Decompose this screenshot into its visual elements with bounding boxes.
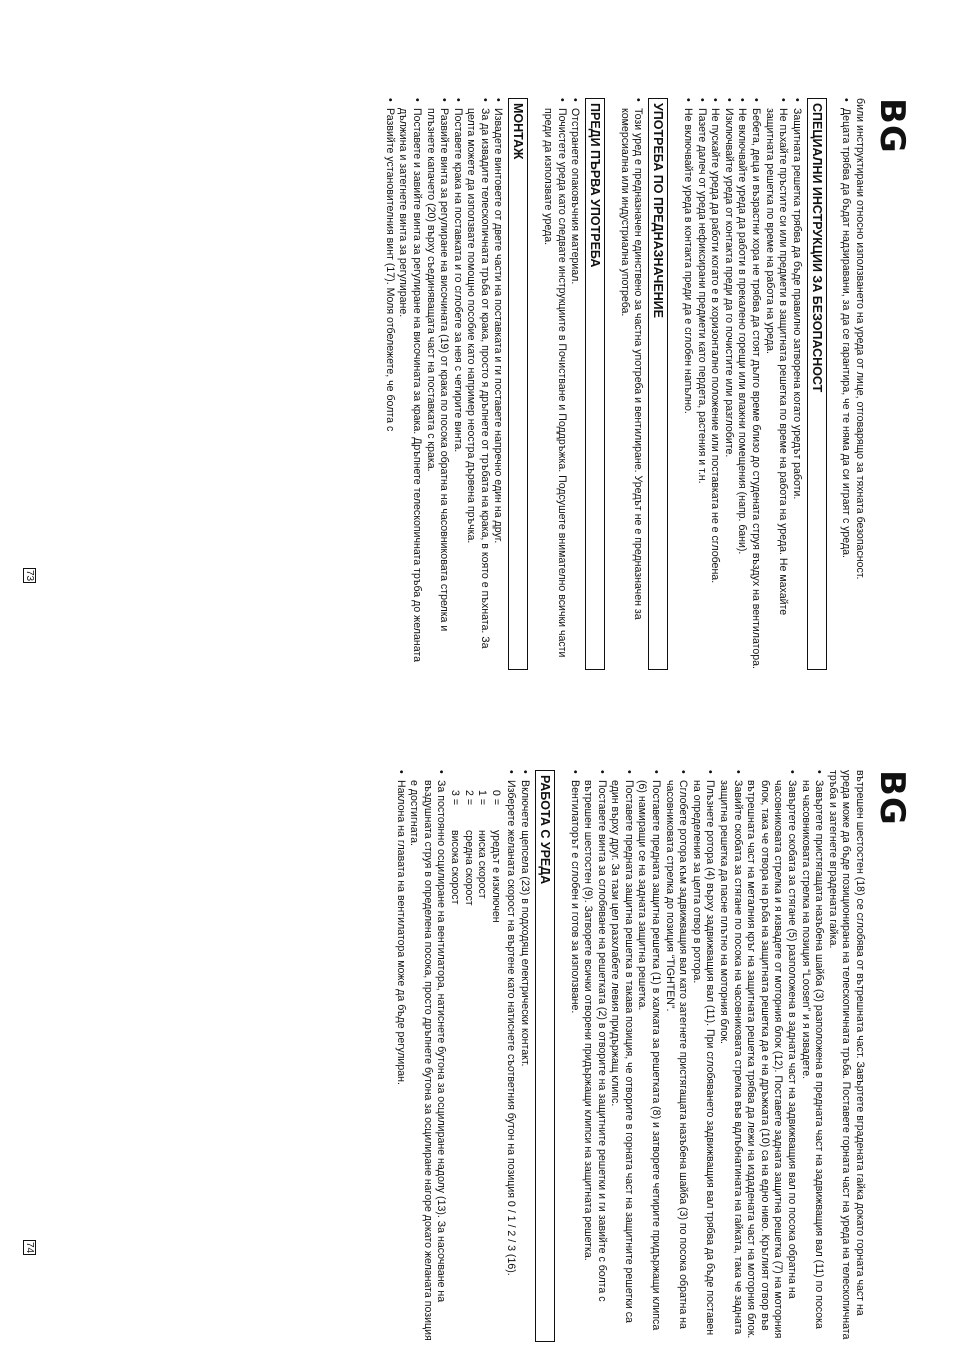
before-first-use-list xyxy=(541,98,582,670)
speed-key: 2 = xyxy=(462,790,475,806)
speed-key: 1 = xyxy=(476,790,489,806)
list-item: • Пазете далеч от уреда нефиксирани предмети като пердета, растения и т.н. xyxy=(694,98,708,670)
list-item: • Този уред е предназначен единствено за частна употреба и вентилиране. Уредът не е предназначен за комерсиална или индустриална употреба. xyxy=(617,98,644,670)
list-item: • Поставете винта за сглобяване на решетката (2) в отворите на защитните решетки и ги завийте с болта с вътрешен шестостен (9). Затворете всички отворени придържащи клипси на защитната решетка. xyxy=(581,770,608,1342)
section-heading-intended-use: УПОТРЕБА ПО ПРЕДНАЗНАЧЕНИЕ xyxy=(648,98,668,670)
list-item: • Поставете предната защитна решетка (1) в халката за решетката (8) и затворете четирите придържащи клипса (6) намиращи се на задната защитна решетка. xyxy=(635,770,662,1342)
page-73 xyxy=(24,98,912,670)
section-heading-before-first-use: ПРЕДИ ПЪРВА УПОТРЕБА xyxy=(585,98,605,670)
page-74-content xyxy=(393,770,866,1342)
list-item: • Не пускайте уреда да работи когато е в хоризонтално положение или поставката не е сглобена. xyxy=(708,98,722,670)
list-item: • Завъртете пристягащата назъбена шайба (3) разположена в предната част на задвижващия вал (11) по посока на часовниковата стрелка на позиция “Loosen” и я извадете. xyxy=(798,770,825,1342)
speed-row xyxy=(447,790,461,1342)
speed-row xyxy=(461,790,475,1342)
intro-list xyxy=(839,98,853,670)
list-item: • Защитната решетка трябва да бъде правилно затворена когато уредът работи. xyxy=(789,98,803,670)
list-item: • Бебета, деца и възрастни хора не трябва да стоят дълго време близо до студената струя въздух на вентилатора. xyxy=(748,98,762,670)
list-item: • Завъртете скобата за стягане (5) разположена в задната част на задвижващия вал по посока обратна на часовниковата стрелка и я извадете от моторния блок (12). Поставете задната защитна решетка (7) на моторния блок, така че отвора на ръба на защитната решетка да е на дръжката (10) са на едно ниво. Кръглият отвор във вътрешната част на металния кръг на защитната решетка трябва да лежи на издадената част на моторния блок. xyxy=(744,770,798,1342)
list-item: • Извадете винтовете от двете части на поставката и ги поставете напречно един на друг. xyxy=(491,98,505,670)
list-item: • Включете щепсела (23) в подходящ електрически контакт. xyxy=(517,770,531,1342)
list-item: • Не пъхайте пръстите си или предмети в защитната решетка по време на работа на уреда. Не махайте защитната решетка по време на работа на уреда. xyxy=(762,98,789,670)
operation-list-continued xyxy=(393,770,447,1342)
list-item: • Завийте скобата за стягане по посока на часовниковата стрелка във вдлъбнатината на гайката, така че задната защитна решетка да пасне плътно на моторния блок. xyxy=(716,770,743,1342)
page-73-content xyxy=(382,98,866,670)
speed-key: 0 = xyxy=(489,790,502,806)
page-number: 74 xyxy=(24,1242,35,1254)
list-item: • Поставете и завийте винта за регулиране на височината за крака. Дръпнете телескопичната тръба до желаната дължина и затегнете винта за регулиране. xyxy=(396,98,423,670)
list-item: • Сглобете ротора към задвижващия вал като затегнете пристягащата назъбена шайба (3) по посока обратна на часовниковата стрелка до позиция “TIGHTEN”. xyxy=(662,770,689,1342)
list-item: • Изберете желаната скорост на въртене като натиснете съответния бутон на позиция 0 / 1 / 2 / 3 (16). xyxy=(504,770,518,1342)
list-item: • Наклона на главата на вентилатора може да бъде регулиран. xyxy=(393,770,407,1342)
intro-text: вътрешен шестостен (18) се сглобява от вътрешната част. Завъртете вградената гайка докато горната част на уреда може да бъде позиционирана на телескопичната тръба. Поставете горната част на уреда на телескопичната тръба и затегнете вградената гайка. xyxy=(826,770,866,1340)
page-74 xyxy=(24,770,912,1342)
speed-label: висока скорост xyxy=(448,830,461,905)
safety-list xyxy=(680,98,802,670)
list-item: • Развийте винта за регулиране на височината (19) от крака по посока обратна на часовниковата стрелка и плъзнете капачето (20) върху съединяващата част на поставката с крака. xyxy=(423,98,450,670)
language-code: BG xyxy=(872,770,912,826)
language-code: BG xyxy=(872,98,912,154)
operation-list xyxy=(504,770,531,1342)
speed-label: уредът е изключен xyxy=(489,830,502,923)
list-item: • Не включвайте уреда да работи в прекалено горещи или влажни помещения (напр. бани). xyxy=(735,98,749,670)
page-number: 73 xyxy=(24,570,35,582)
section-heading-safety: СПЕЦИАЛНИ ИНСТРУКЦИИ ЗА БЕЗОПАСНОСТ xyxy=(807,98,827,670)
intended-use-list xyxy=(617,98,644,670)
list-item: • Децата трябва да бъдат надзиравани, за да се гарантира, че те няма да си играят с уреда. xyxy=(839,98,853,670)
list-item: • Отстранете опаковъчния материал. xyxy=(568,98,582,670)
speed-table xyxy=(447,790,501,1342)
list-item: • Вентилаторът е сглобен и готов за използване. xyxy=(567,770,581,1342)
speed-label: средна скорост xyxy=(462,830,475,906)
speed-row xyxy=(488,790,502,1342)
list-item: • Изключвайте уреда от контакта преди да го почистите или разглобите. xyxy=(721,98,735,670)
section-heading-operation: РАБОТА С УРЕДА xyxy=(535,770,555,1342)
list-item: • Плъзнете ротора (4) върху задвижващия вал (11). При сглобяването задвижващия вал трябва да бъде поставен на определения за целта отвор в ротора. xyxy=(689,770,716,1342)
intro-text: били инструктирани относно използването на уреда от лице, отговарящо за тяхната безопасност. xyxy=(854,98,866,580)
speed-label: ниска скорост xyxy=(476,830,489,899)
list-item: • Почистете уреда като следвате инструкциите в Почистване и Поддръжка. Подсушете внимателно всички части преди да използвате уреда. xyxy=(541,98,568,670)
speed-row xyxy=(475,790,489,1342)
list-item: • Поставете предната защитна решетка в такава позиция, че отворите в горната част на защитните решетки са един върху друг. За тази цел разхлабете левия придържащ клипс. xyxy=(608,770,635,1342)
assembly-continued-list xyxy=(567,770,825,1342)
list-item: • За да извадите телескопичната тръба от крака, просто я дръпнете от тръбата на крака, в която е пъхната. За целта можете да използвате помощно пособие като например неостра дървена пръчка. xyxy=(464,98,491,670)
list-item: • Поставете крака на поставката и го сглобете за нея с четирите винта. xyxy=(450,98,464,670)
speed-key: 3 = xyxy=(448,790,461,806)
list-item: • Не включвайте уреда в контакта преди да е сглобен напълно. xyxy=(680,98,694,670)
list-item: • За постоянно осцилиране на вентилатора, натиснете бутона за осцилиране надолу (13). За насочване на въздушната струя в определена посока, просто дръпнете бутона за осцилиране нагоре докато желаната позиция е достигната. xyxy=(407,770,448,1342)
assembly-list xyxy=(382,98,504,670)
section-heading-assembly: МОНТАЖ xyxy=(509,98,529,670)
list-item: • Развийте установителния винт (17). Моля отбележете, че болта с xyxy=(382,98,396,670)
